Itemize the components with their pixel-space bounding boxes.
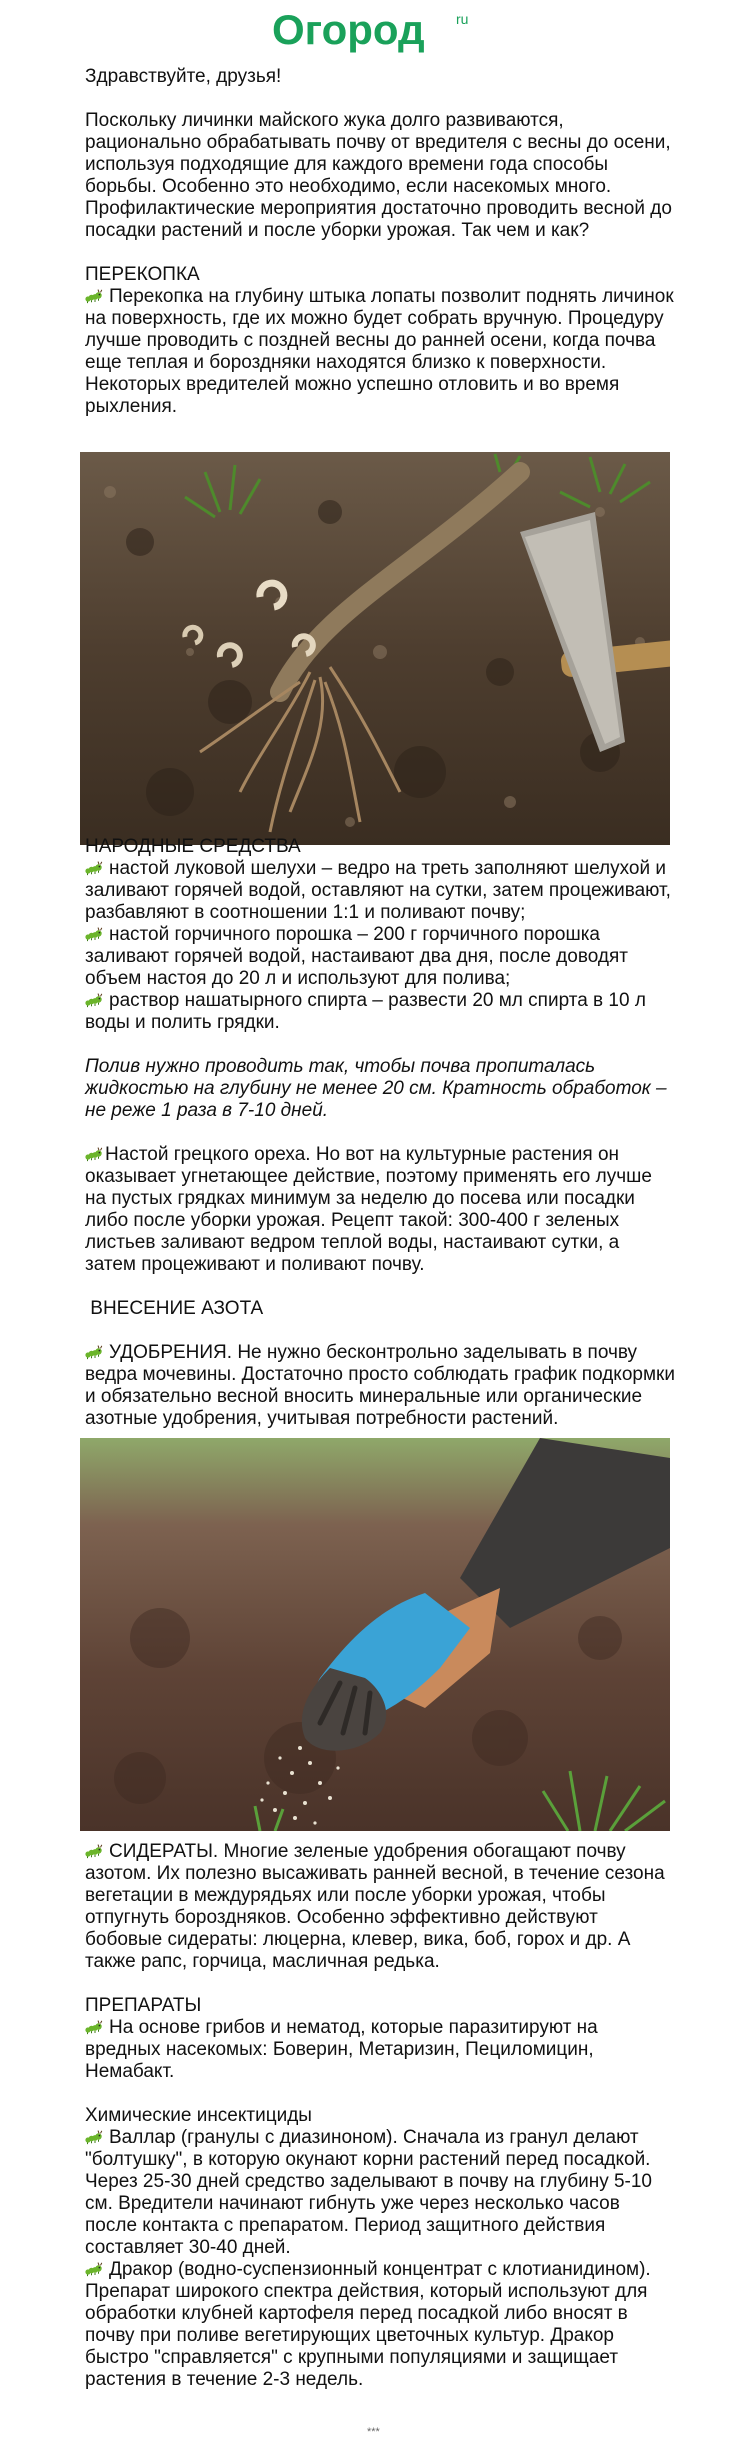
caterpillar-icon (85, 992, 103, 1008)
article-top (85, 66, 675, 418)
fertilizer-text: УДОБРЕНИЯ. Не нужно бесконтрольно заделывать в почву ведра мочевины. Достаточно просто соблюдать график подкормки и обязательно весной вносить минеральные или органические азотные удобрения, учитывая потребности растений. (85, 1342, 675, 1429)
chemical-heading: Химические инсектициды (85, 2105, 312, 2126)
bio-preparations-text: На основе грибов и нематод, которые паразитируют на вредных насекомых: Боверин, Метаризин, Пециломицин, Немабакт. (85, 2017, 598, 2082)
photo-grubs-in-soil (80, 452, 670, 845)
caterpillar-icon (85, 1843, 103, 1859)
digging-heading: ПЕРЕКОПКА (85, 264, 200, 285)
drakor-text: Дракор (водно-суспензионный концентрат с клотианидином). Препарат широкого спектра действия, который используют для обработки клубней картофеля перед посадкой либо вносят в почву при поливе вегетирующих цветочных культур. Дракор быстро "справляется" с крупными популяциями и защищает растения в течение 2-3 недель. (85, 2259, 651, 2390)
nitrogen-heading: ВНЕСЕНИЕ АЗОТА (85, 1298, 264, 1319)
logo-suffix: ru (456, 11, 469, 27)
article-bottom (85, 1841, 675, 2391)
preparations-heading: ПРЕПАРАТЫ (85, 1995, 202, 2016)
folk-item: настой луковой шелухи – ведро на треть заполняют шелухой и заливают горячей водой, оставляют на сутки, затем процеживают, разбавляют в соотношении 1:1 и поливают почву; (85, 858, 671, 923)
caterpillar-icon (85, 1344, 103, 1360)
caterpillar-icon (85, 860, 103, 876)
logo-text: Огород (272, 6, 425, 53)
caterpillar-icon (85, 926, 103, 942)
caterpillar-icon (85, 288, 103, 304)
footer-separator: *** (367, 2426, 380, 2438)
folk-item: раствор нашатырного спирта – развести 20 мл спирта в 10 л воды и полить грядки. (85, 990, 646, 1033)
caterpillar-icon (85, 2261, 103, 2277)
folk-item: настой горчичного порошка – 200 г горчичного порошка заливают горячей водой, настаивают два дня, после доводят объем настоя до 20 л и используют для полива; (85, 924, 628, 989)
caterpillar-icon (85, 1146, 103, 1162)
walnut-text: Настой грецкого ореха. Но вот на культурные растения он оказывает угнетающее действие, поэтому применять его лучше на пустых грядках минимум за неделю до посева или посадки либо после уборки урожая. Рецепт такой: 300-400 г зеленых листьев заливают ведром теплой воды, настаивают сутки, а затем процеживают и поливают почву. (85, 1144, 652, 1275)
greeting: Здравствуйте, друзья! (85, 66, 282, 87)
folk-heading: НАРОДНЫЕ СРЕДСТВА (85, 836, 301, 857)
photo-fertilizer-hand (80, 1438, 670, 1831)
vallar-text: Валлар (гранулы с диазиноном). Сначала из гранул делают "болтушку", в которую окунают корни растений перед посадкой. Через 25-30 дней средство заделывают в почву на глубину 5-10 см. Вредители начинают гибнуть уже через несколько часов после контакта с препаратом. Период защитного действия составляет 30-40 дней. (85, 2127, 652, 2258)
article-middle (85, 836, 675, 1430)
siderates-text: СИДЕРАТЫ. Многие зеленые удобрения обогащают почву азотом. Их полезно высаживать ранней весной, в течение сезона вегетации в междурядьях или после уборки урожая, чтобы отпугнуть бороздняков. Особенно эффективно действуют бобовые сидераты: люцерна, клевер, вика, боб, горох и др. А также рапс, горчица, масличная редька. (85, 1841, 665, 1972)
caterpillar-icon (85, 2129, 103, 2145)
ogorod-logo[interactable] (270, 4, 480, 56)
digging-text: Перекопка на глубину штыка лопаты позволит поднять личинок на поверхность, где их можно будет собрать вручную. Процедуру лучше проводить с поздней весны до ранней осени, когда почва еще теплая и бороздняки находятся близко к поверхности. Некоторых вредителей можно успешно отловить и во время рыхления. (85, 286, 674, 417)
caterpillar-icon (85, 2019, 103, 2035)
intro-paragraph: Поскольку личинки майского жука долго развиваются, рационально обрабатывать почву от вредителя с весны до осени, используя подходящие для каждого времени года способы борьбы. Особенно это необходимо, если насекомых много. Профилактические мероприятия достаточно проводить весной до посадки растений и после уборки урожая. Так чем и как? (85, 110, 672, 241)
watering-note: Полив нужно проводить так, чтобы почва пропиталась жидкостью на глубину не менее 20 см. Кратность обработок – не реже 1 раза в 7-10 дней. (85, 1056, 667, 1121)
